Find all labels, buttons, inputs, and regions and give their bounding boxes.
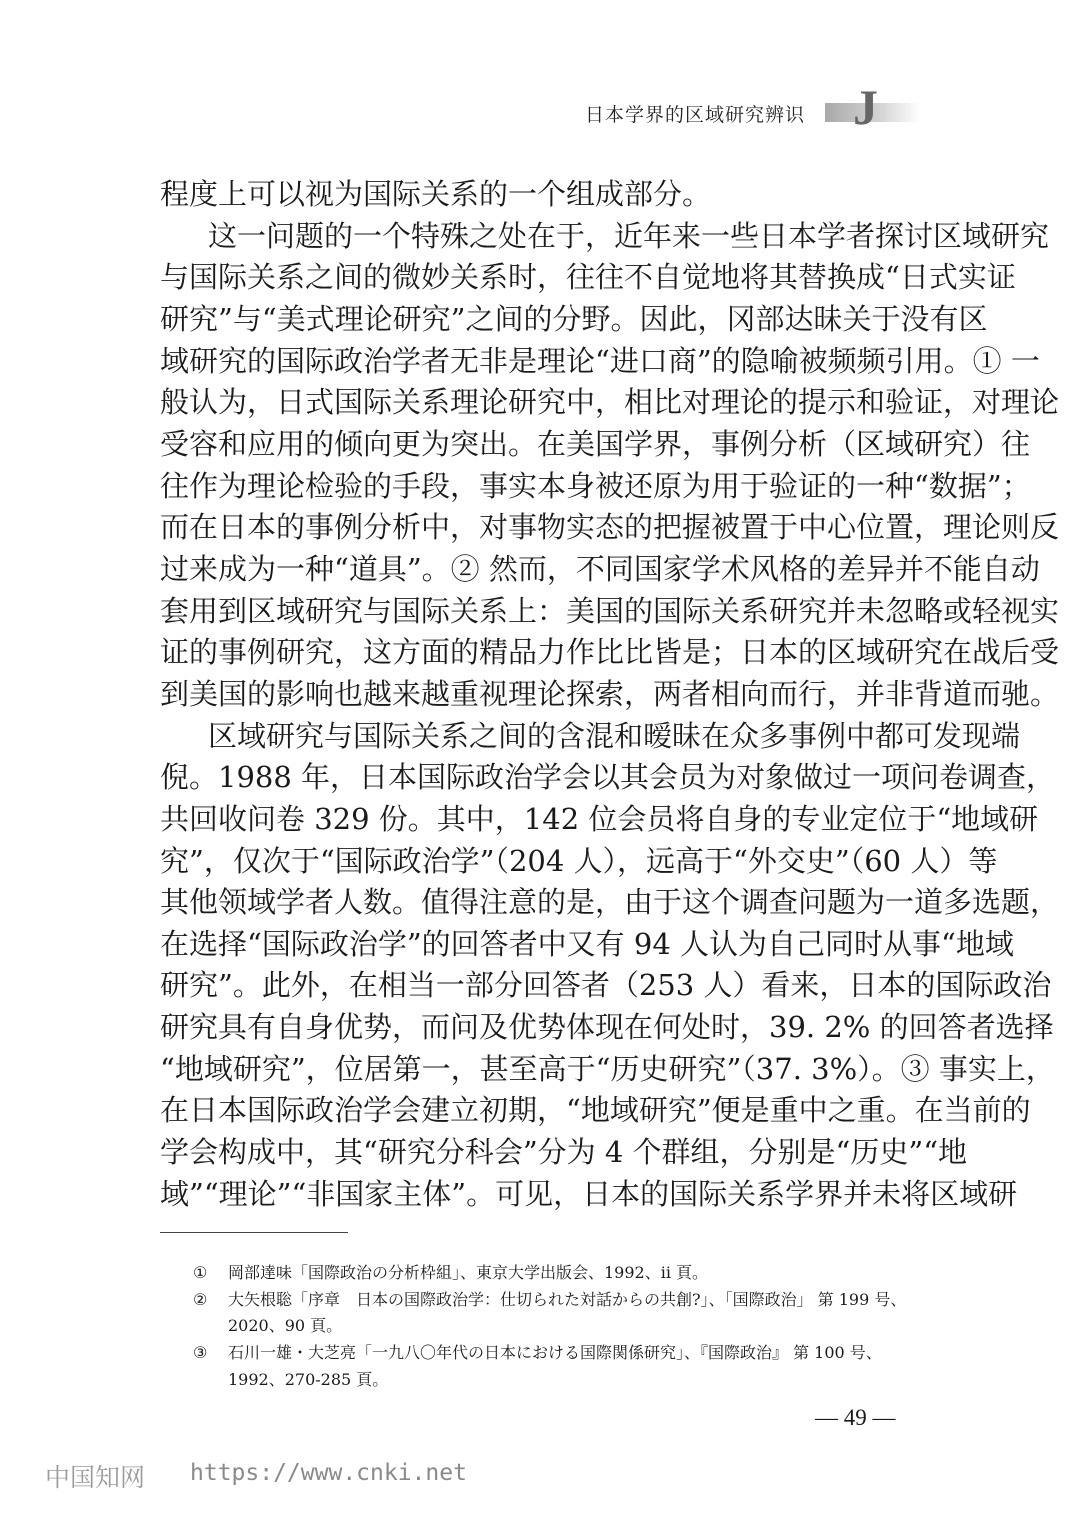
text-line: 到美国的影响也越来越重视理论探索，两者相向而行，并非背道而驰。 xyxy=(160,676,1060,711)
footnote-mark: ② xyxy=(193,1289,208,1309)
text-line: 倪。1988 年，日本国际政治学会以其会员为对象做过一项问卷调查， xyxy=(160,760,1056,795)
running-title: 日本学界的区域研究辨识 xyxy=(585,104,806,126)
watermark-logo: 中国知网 xyxy=(45,1463,146,1492)
text-line: 往作为理论检验的手段，事实本身被还原为用于验证的一种“数据”； xyxy=(160,468,1031,503)
text-line: 域”“理论”“非国家主体”。可见，日本的国际关系学界并未将区域研 xyxy=(160,1176,1018,1211)
text-line: 过来成为一种“道具”。② 然而，不同国家学术风格的差异并不能自动 xyxy=(160,551,1040,586)
text-line: 区域研究与国际关系之间的含混和暧昧在众多事例中都可发现端 xyxy=(208,718,1021,753)
text-line: 研究具有自身优势，而问及优势体现在何处时，39. 2% 的回答者选择 xyxy=(160,1010,1054,1045)
footnote xyxy=(193,1260,920,1287)
text-line: 程度上可以视为国际关系的一个组成部分。 xyxy=(160,177,712,211)
text-line: 学会构成中，其“研究分科会”分为 4 个群组，分别是“历史”“地 xyxy=(160,1135,968,1170)
text-line: 共回收问卷 329 份。其中，142 位会员将自身的专业定位于“地域研 xyxy=(160,801,1039,836)
text-line: 套用到区域研究与国际关系上：美国的国际关系研究并未忽略或轻视实 xyxy=(160,593,1060,628)
footnote-mark: ③ xyxy=(193,1343,208,1363)
text-line: 域研究的国际政治学者无非是理论“进口商”的隐喻被频频引用。① 一 xyxy=(160,343,1040,378)
text-line: 研究”与“美式理论研究”之间的分野。因此，冈部达昧关于没有区 xyxy=(160,301,988,336)
section-letter: J xyxy=(853,79,878,135)
text-line: 在日本国际政治学会建立初期，“地域研究”便是重中之重。在当前的 xyxy=(160,1093,1031,1128)
footnote-text: 岡部達味「国際政治の分析枠組」、東京大学出版会、1992、ii 頁。 xyxy=(228,1263,709,1282)
text-line: 在选择“国际政治学”的回答者中又有 94 人认为自己同时从事“地域 xyxy=(160,926,1014,961)
footnote-divider xyxy=(160,1232,348,1233)
text-line: 与国际关系之间的微妙关系时，往往不自觉地将其替换成“日式实证 xyxy=(160,260,1016,295)
text-line: 这一问题的一个特殊之处在于，近年来一些日本学者探讨区域研究 xyxy=(208,218,1050,253)
watermark-url[interactable]: https://www.cnki.net xyxy=(190,1460,467,1486)
text-line: 而在日本的事例分析中，对事物实态的把握被置于中心位置，理论则反 xyxy=(160,510,1060,545)
footnote xyxy=(193,1340,920,1393)
footnote-mark: ① xyxy=(193,1263,208,1282)
footnote xyxy=(193,1287,920,1340)
text-line: 般认为，日式国际关系理论研究中，相比对理论的提示和验证，对理论 xyxy=(160,385,1060,420)
page-number: — 49 — xyxy=(815,1405,896,1430)
text-line: 证的事例研究，这方面的精品力作比比皆是；日本的区域研究在战后受 xyxy=(160,635,1060,670)
text-line: 研究”。此外，在相当一部分回答者（253 人）看来，日本的国际政治 xyxy=(160,968,1052,1003)
text-line: 究”，仅次于“国际政治学”（204 人），远高于“外交史”（60 人）等 xyxy=(160,843,998,878)
footnote-text: 大矢根聡「序章 日本の国際政治学：仕切られた対話からの共創?」、「国際政治」 第 199 号、2020、90 頁。 xyxy=(228,1289,907,1336)
footnote-text: 石川一雄・大芝亮「一九八〇年代の日本における国際関係研究」、『国際政治』 第 100 号、1992、270-285 頁。 xyxy=(228,1343,882,1389)
text-line: 其他领域学者人数。值得注意的是，由于这个调查问题为一道多选题， xyxy=(160,885,1060,920)
text-line: 受容和应用的倾向更为突出。在美国学界，事例分析（区域研究）往 xyxy=(160,426,1031,461)
text-line: “地域研究”，位居第一，甚至高于“历史研究”（37. 3%）。③ 事实上， xyxy=(160,1051,1055,1086)
body-text xyxy=(160,174,1060,1215)
footnotes xyxy=(193,1260,920,1394)
